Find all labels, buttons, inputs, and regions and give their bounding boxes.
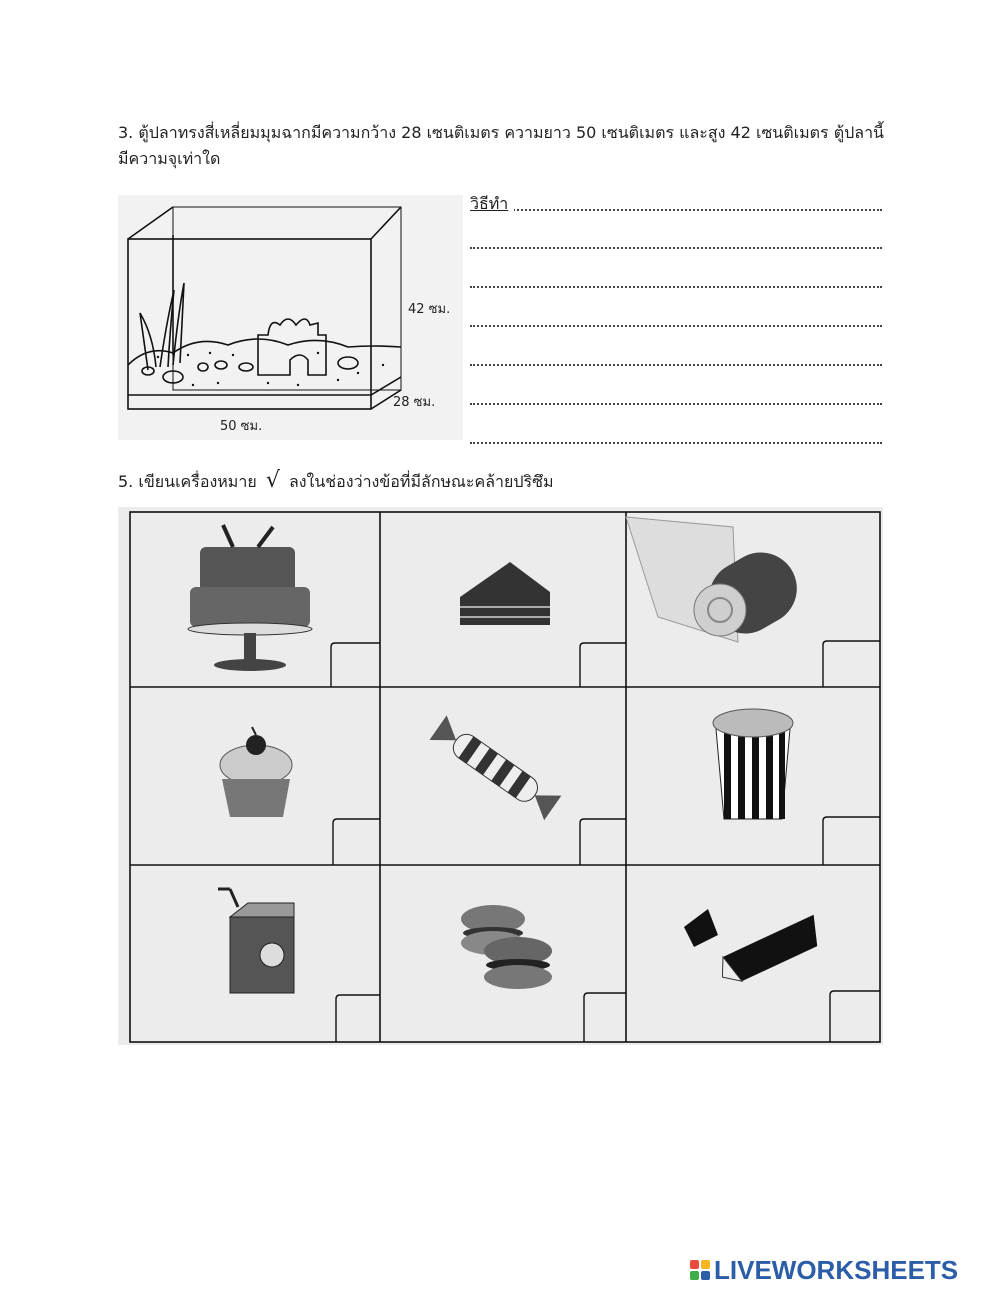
- answer-box[interactable]: [584, 993, 626, 1042]
- question-3-line-2: มีความจุเท่าใด: [118, 149, 221, 168]
- answer-box[interactable]: [333, 819, 380, 865]
- juice-box-icon: [218, 889, 294, 993]
- chocolate-bar-icon: [684, 909, 826, 988]
- question-3-line-1: 3. ตู้ปลาทรงสี่เหลี่ยมมุมฉากมีความกว้าง 28 เซนติเมตร ความยาว 50 เซนติเมตร และสูง 42 เซนติเมตร ตู้ปลานี้: [118, 123, 884, 142]
- item-grid: [118, 507, 883, 1045]
- popcorn-icon: [713, 709, 793, 819]
- answer-box[interactable]: [823, 817, 880, 865]
- logo-text: LIVEWORKSHEETS: [714, 1254, 959, 1285]
- answer-line[interactable]: [470, 208, 882, 211]
- question-5-prefix: 5. เขียนเครื่องหมาย: [118, 472, 257, 491]
- answer-box[interactable]: [336, 995, 380, 1042]
- answer-line[interactable]: [470, 402, 882, 405]
- answer-line[interactable]: [470, 324, 882, 327]
- answer-line[interactable]: [470, 363, 882, 366]
- width-label: 28 ซม.: [393, 395, 436, 410]
- length-label: 50 ซม.: [220, 419, 263, 434]
- item-grid-drawing: [118, 507, 883, 1045]
- fish-tank-figure: [118, 195, 463, 440]
- question-3: [118, 120, 888, 172]
- answer-line[interactable]: [470, 441, 882, 444]
- cake-slice-icon: [460, 562, 550, 625]
- answer-box[interactable]: [580, 643, 626, 687]
- question-5-suffix: ลงในช่องว่างข้อที่มีลักษณะคล้ายปริซึม: [288, 472, 554, 491]
- height-label: 42 ซม.: [408, 302, 451, 317]
- method-label: วิธีทำ: [470, 192, 514, 217]
- candy-icon: [429, 715, 561, 820]
- logo-mark-icon: [690, 1260, 710, 1280]
- answer-box[interactable]: [830, 991, 880, 1042]
- answer-box[interactable]: [331, 643, 380, 687]
- answer-box[interactable]: [580, 819, 626, 865]
- check-mark-icon: √: [265, 468, 280, 493]
- answer-line[interactable]: [470, 246, 882, 249]
- liveworksheets-logo: [690, 1255, 958, 1285]
- roll-cake-icon: [626, 517, 810, 647]
- answer-line[interactable]: [470, 285, 882, 288]
- question-5: [118, 468, 554, 495]
- cupcake-icon: [220, 727, 292, 817]
- macaron-icon: [461, 905, 552, 989]
- answer-box[interactable]: [823, 641, 880, 687]
- cake-icon: [188, 525, 312, 671]
